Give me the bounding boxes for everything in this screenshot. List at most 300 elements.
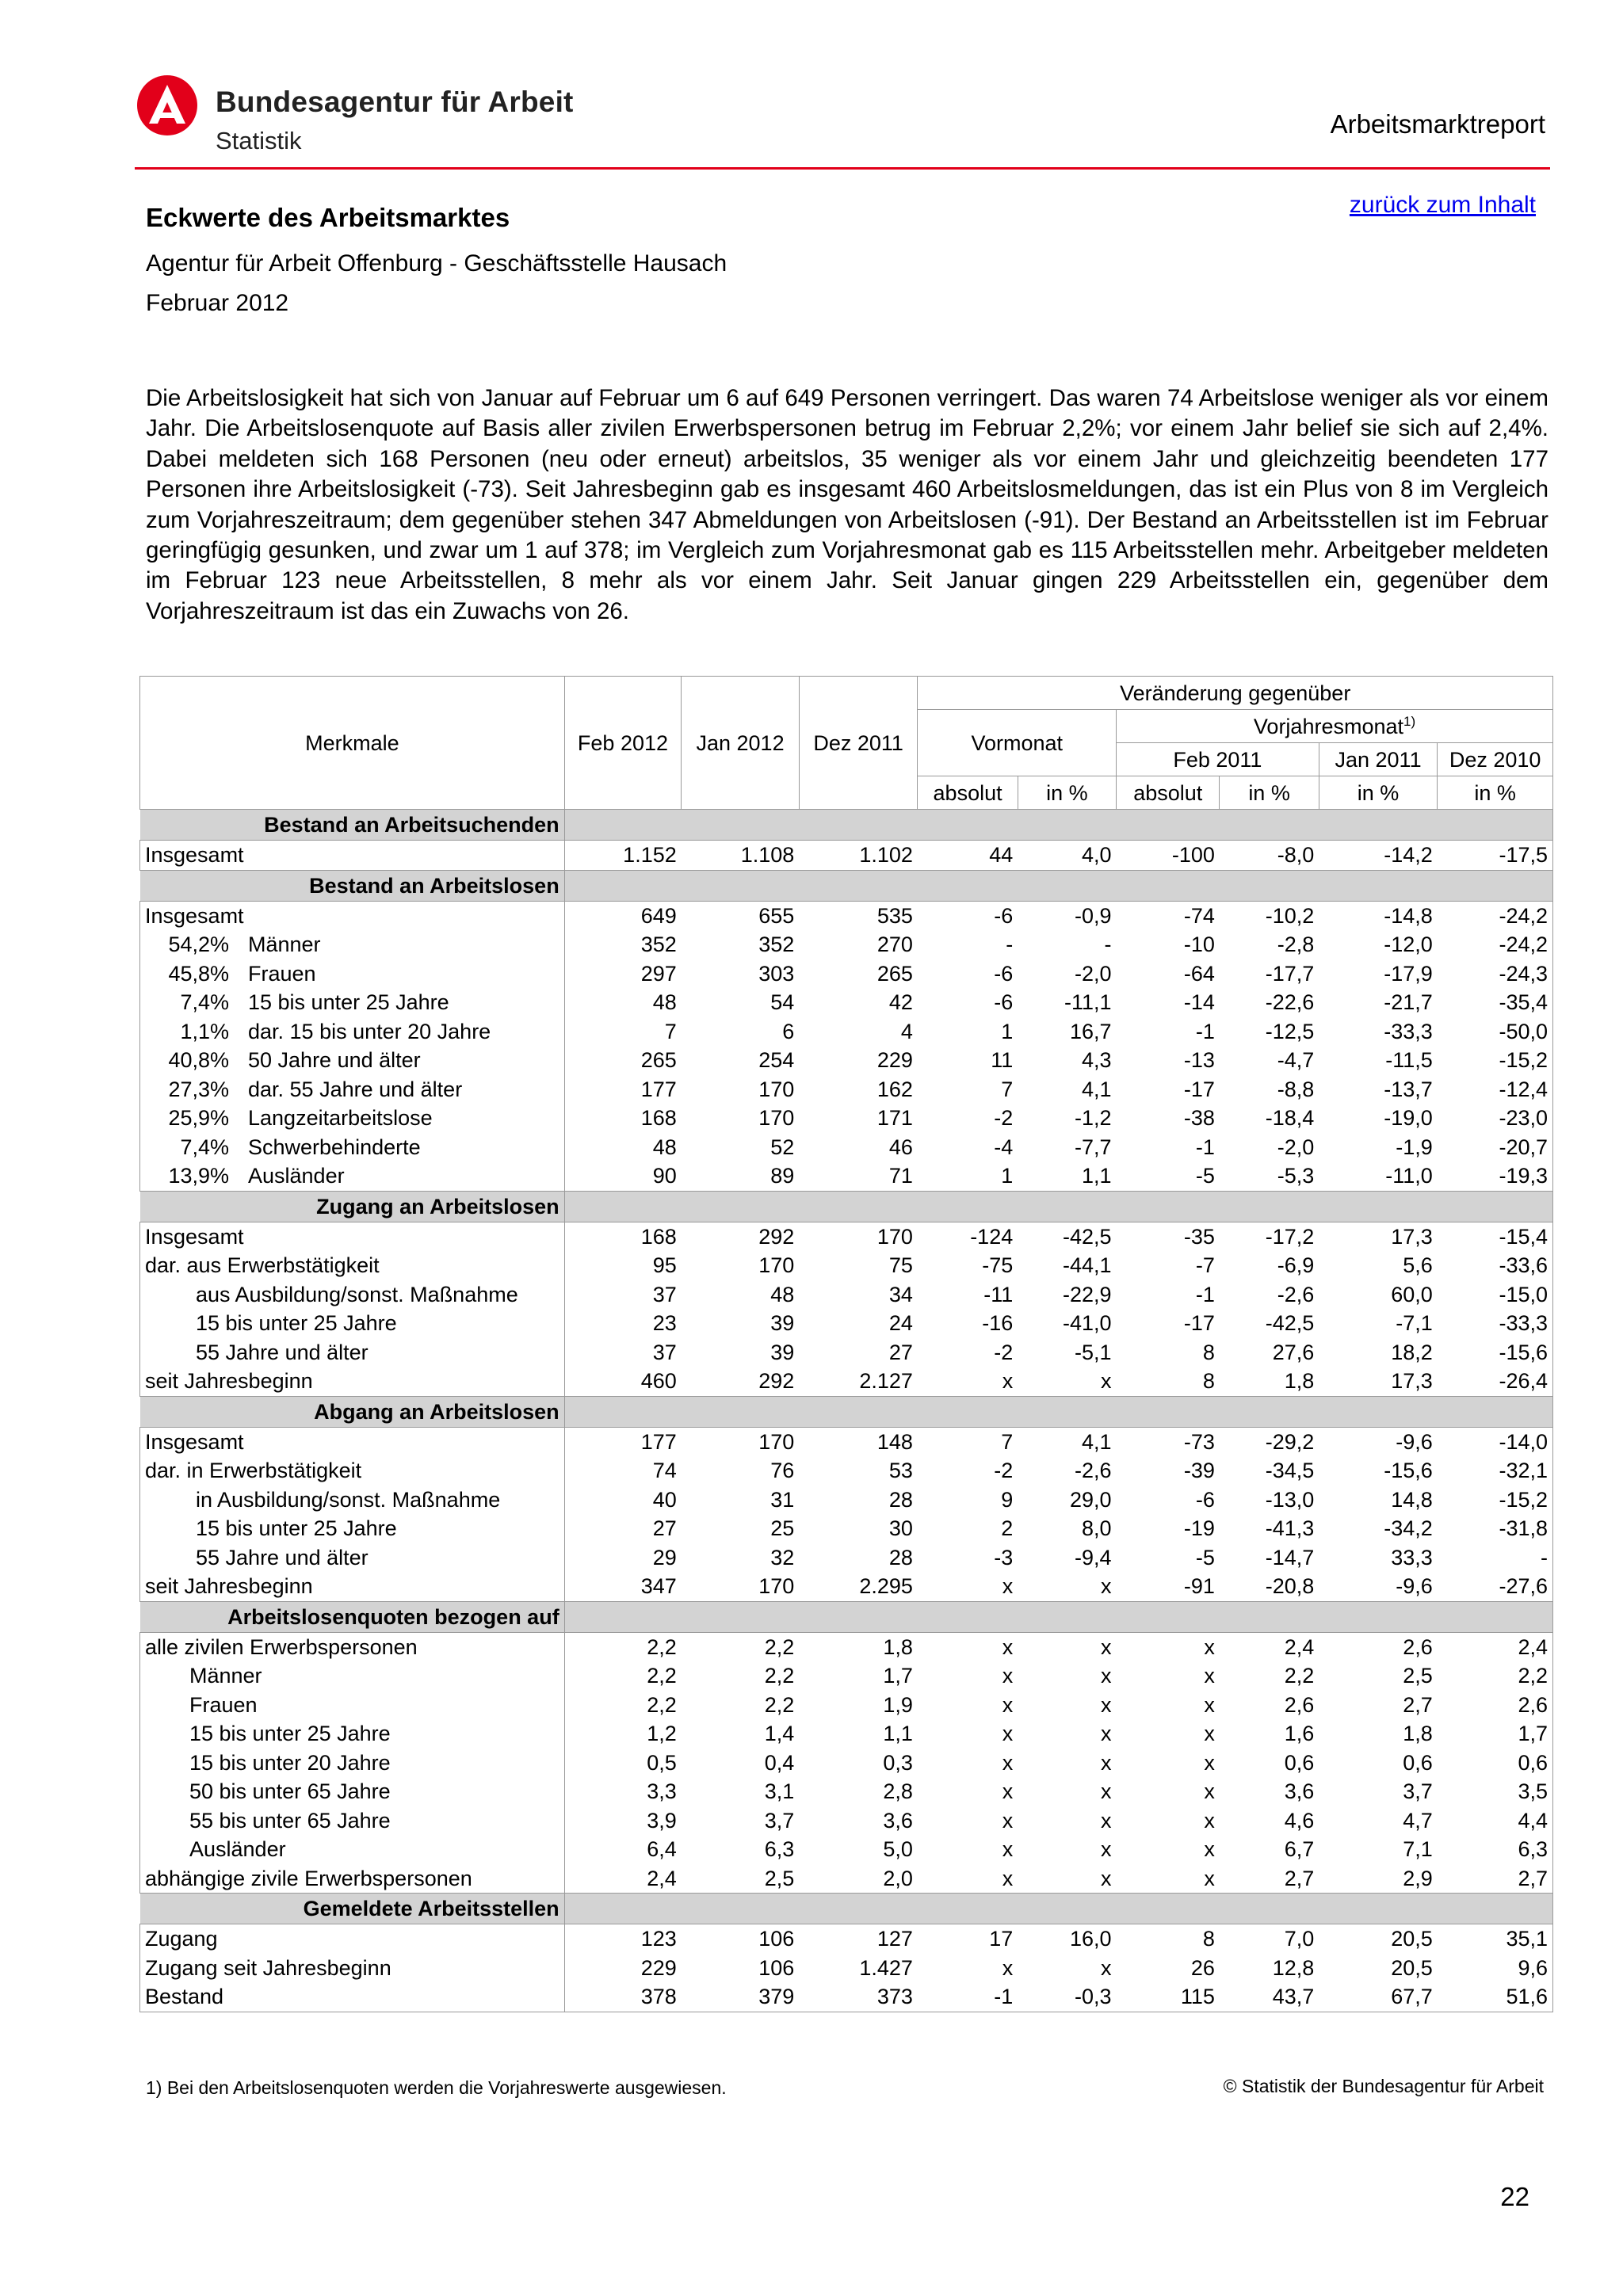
table-cell: 303 (758, 961, 795, 986)
table-cell: 2,2 (647, 1692, 677, 1717)
header-vormonat: Vormonat (918, 710, 1117, 776)
table-cell: 34 (888, 1282, 913, 1306)
row-label (140, 1777, 565, 1806)
table-row (140, 1133, 1553, 1162)
table-cell: 52 (770, 1135, 795, 1159)
table-cell: -2,8 (1277, 933, 1315, 957)
row-label-text: dar. 15 bis unter 20 Jahre (248, 1019, 491, 1043)
table-cell: 17,3 (1391, 1369, 1433, 1394)
table-cell: 48 (770, 1282, 795, 1306)
section-title: Bestand an Arbeitslosen (140, 870, 565, 901)
table-row (140, 1661, 1553, 1691)
table-cell: -24,2 (1438, 930, 1553, 959)
table-cell: 29 (652, 1545, 677, 1569)
table-cell: 2,7 (1403, 1692, 1433, 1717)
table-cell: -1,2 (1075, 1106, 1112, 1131)
table-cell: -33,6 (1438, 1251, 1553, 1280)
table-cell: x (1204, 1750, 1215, 1775)
section-title: Bestand an Arbeitsuchenden (140, 810, 565, 841)
table-cell: 1,7 (1438, 1719, 1553, 1749)
header-pct-feb-2011: in % (1220, 776, 1319, 810)
table-cell: -9,6 (1396, 1429, 1433, 1454)
table-cell: -11,5 (1385, 1048, 1433, 1073)
table-row (140, 1719, 1553, 1749)
table-cell: 2 (1001, 1516, 1014, 1541)
table-cell: x (1101, 1634, 1112, 1659)
table-cell: 352 (640, 933, 677, 957)
table-cell: 6,7 (1284, 1837, 1315, 1862)
table-cell: -2 (994, 1459, 1014, 1483)
table-cell: -17,9 (1384, 961, 1433, 986)
table-cell: x (1101, 1866, 1112, 1890)
table-cell: -3 (994, 1545, 1014, 1569)
table-cell: x (1101, 1750, 1112, 1775)
row-share: 7,4% (180, 990, 229, 1015)
table-cell: 170 (758, 1574, 795, 1599)
table-cell: -21,7 (1384, 990, 1433, 1015)
table-cell: 4,6 (1284, 1808, 1315, 1833)
table-cell: 90 (652, 1164, 677, 1188)
table-cell: 6 (782, 1019, 795, 1043)
row-label (140, 1075, 565, 1104)
table-row (140, 1632, 1553, 1661)
table-row (140, 1864, 1553, 1894)
table-row (140, 1954, 1553, 1983)
table-cell: 9,6 (1438, 1954, 1553, 1983)
table-cell: -14,2 (1384, 843, 1433, 868)
table-cell: 1,1 (883, 1722, 913, 1746)
table-cell: 35,1 (1438, 1924, 1553, 1954)
section-fill (564, 810, 1552, 841)
table-cell: 8 (1202, 1340, 1215, 1364)
row-label (140, 1046, 565, 1075)
table-cell: 148 (876, 1429, 913, 1454)
table-cell: x (1204, 1664, 1215, 1688)
table-cell: 6,4 (647, 1837, 677, 1862)
table-cell: 379 (682, 1982, 800, 2012)
row-label (140, 1806, 565, 1836)
row-label-text: 15 bis unter 25 Jahre (248, 990, 449, 1015)
table-cell: 2,4 (647, 1866, 677, 1890)
table-cell: x (1002, 1692, 1014, 1717)
table-cell: -11,1 (1064, 990, 1112, 1015)
header-merkmale: Merkmale (140, 677, 565, 810)
table-cell: 1.108 (740, 843, 795, 868)
table-cell: -13,7 (1384, 1077, 1433, 1101)
table-cell: x (1101, 1955, 1112, 1980)
section-title: Abgang an Arbeitslosen (140, 1396, 565, 1427)
row-label (140, 1427, 565, 1456)
table-cell: 2,9 (1403, 1866, 1433, 1890)
header-dez-2011: Dez 2011 (799, 677, 918, 810)
table-row (140, 1338, 1553, 1367)
table-cell: -6 (994, 990, 1014, 1015)
table-cell: 292 (758, 1224, 795, 1249)
table-cell: 71 (888, 1164, 913, 1188)
table-cell: 535 (876, 903, 913, 928)
row-share: 27,3% (168, 1077, 229, 1101)
table-cell: 7 (664, 1019, 677, 1043)
table-header (140, 677, 1553, 810)
section-header (140, 1601, 1553, 1632)
table-cell: -38 (1183, 1106, 1215, 1131)
table-cell: -20,8 (1265, 1574, 1315, 1599)
page-number: 22 (1500, 2182, 1529, 2211)
row-label-text: alle zivilen Erwerbspersonen (145, 1634, 418, 1659)
section-header (140, 870, 1553, 901)
table-cell: 229 (876, 1048, 913, 1073)
table-cell: -35 (1183, 1224, 1215, 1249)
table-cell: 460 (640, 1369, 677, 1394)
table-cell: -22,9 (1063, 1282, 1112, 1306)
table-row (140, 1572, 1553, 1601)
table-cell: 177 (640, 1429, 677, 1454)
table-cell: -1 (1195, 1135, 1215, 1159)
table-row (140, 1104, 1553, 1133)
table-row (140, 1309, 1553, 1338)
table-cell: -14,0 (1438, 1427, 1553, 1456)
table-cell: 2,5 (1403, 1664, 1433, 1688)
row-label (140, 1543, 565, 1573)
table-cell: 265 (640, 1048, 677, 1073)
table-cell: 229 (640, 1955, 677, 1980)
table-cell: 7 (1001, 1429, 1014, 1454)
section-fill (564, 870, 1552, 901)
row-label-text: 55 bis unter 65 Jahre (189, 1808, 391, 1833)
header-pct-vormonat: in % (1018, 776, 1116, 810)
table-cell: -17,2 (1265, 1224, 1315, 1249)
table-cell: 106 (758, 1927, 795, 1951)
table-body (140, 810, 1553, 2012)
table-cell: 24 (888, 1311, 913, 1336)
table-cell: 1,8 (1284, 1369, 1315, 1394)
table-cell: -22,6 (1265, 990, 1315, 1015)
table-cell: 46 (888, 1135, 913, 1159)
table-cell: 1,8 (883, 1634, 913, 1659)
copyright: © Statistik der Bundesagentur für Arbeit (1223, 2076, 1544, 2096)
table-cell: -8,0 (1277, 843, 1315, 868)
row-label (140, 1338, 565, 1367)
row-label (140, 959, 565, 989)
table-cell: 4,3 (1082, 1048, 1112, 1073)
table-cell: 170 (876, 1224, 913, 1249)
header-vorjahresmonat (1117, 710, 1553, 743)
header-divider (135, 167, 1550, 170)
row-label (140, 988, 565, 1017)
section-header (140, 1396, 1553, 1427)
table-cell: 95 (652, 1253, 677, 1278)
table-cell: 0,5 (647, 1750, 677, 1775)
table-cell: 2,7 (1438, 1864, 1553, 1894)
header-vorjahresmonat-label: Vorjahresmonat (1253, 714, 1404, 738)
row-label-text: 55 Jahre und älter (196, 1340, 369, 1364)
table-cell: 4 (900, 1019, 913, 1043)
row-label (140, 1133, 565, 1162)
table-cell: 1.427 (859, 1955, 913, 1980)
table-row (140, 1514, 1553, 1543)
table-cell: -41,0 (1063, 1311, 1112, 1336)
table-cell: 7,1 (1403, 1837, 1433, 1862)
table-row (140, 1486, 1553, 1515)
table-cell: -5 (1195, 1164, 1215, 1188)
table-cell: -12,5 (1265, 1019, 1315, 1043)
table-cell: -17 (1183, 1311, 1215, 1336)
table-cell: -10,2 (1265, 903, 1315, 928)
table-cell: -15,4 (1438, 1222, 1553, 1251)
report-title: Arbeitsmarktreport (1330, 109, 1545, 139)
table-cell: 74 (652, 1459, 677, 1483)
row-label (140, 1661, 565, 1691)
key-figures-table-wrapper (139, 676, 1553, 2012)
table-cell: x (1002, 1369, 1014, 1394)
row-label-text: Insgesamt (145, 1429, 244, 1454)
table-cell: -19 (1183, 1516, 1215, 1541)
table-cell: x (1204, 1634, 1215, 1659)
table-cell: 270 (876, 933, 913, 957)
table-cell: x (1002, 1779, 1014, 1804)
table-row (140, 959, 1553, 989)
table-cell: 75 (888, 1253, 913, 1278)
table-cell: 3,1 (764, 1779, 795, 1804)
table-cell: -6 (1195, 1487, 1215, 1512)
table-cell: -15,0 (1438, 1280, 1553, 1310)
table-cell: -5,1 (1075, 1340, 1112, 1364)
table-cell: 4,4 (1438, 1806, 1553, 1836)
table-cell: 7,0 (1284, 1927, 1315, 1951)
table-cell: 42 (888, 990, 913, 1015)
table-cell: -4 (994, 1135, 1014, 1159)
table-cell: -1,9 (1396, 1135, 1433, 1159)
table-cell: 31 (770, 1487, 795, 1512)
table-row (140, 1543, 1553, 1573)
table-cell: -24,3 (1438, 959, 1553, 989)
table-cell: x (1002, 1722, 1014, 1746)
table-cell: -11,0 (1385, 1164, 1433, 1188)
table-cell: 27 (888, 1340, 913, 1364)
table-cell: -23,0 (1438, 1104, 1553, 1133)
table-cell: -17,5 (1438, 841, 1553, 871)
table-cell: - (1438, 1543, 1553, 1573)
table-cell: 8 (1202, 1369, 1215, 1394)
table-cell: 3,7 (764, 1808, 795, 1833)
table-cell: -32,1 (1438, 1456, 1553, 1486)
table-cell: x (1204, 1808, 1215, 1833)
row-label-text: Bestand (145, 1985, 224, 2009)
table-row (140, 1982, 1553, 2012)
table-cell: 4,1 (1082, 1429, 1112, 1454)
table-cell: -11 (983, 1282, 1014, 1306)
table-cell: 4,1 (1082, 1077, 1112, 1101)
table-cell: -33,3 (1438, 1309, 1553, 1338)
table-cell: 1,7 (883, 1664, 913, 1688)
table-cell: -15,2 (1438, 1046, 1553, 1075)
table-cell: 1,2 (647, 1722, 677, 1746)
table-row (140, 1749, 1553, 1778)
table-cell: 89 (770, 1164, 795, 1188)
table-cell: -2 (994, 1106, 1014, 1131)
header-pct-jan-2011: in % (1319, 776, 1438, 810)
table-cell: 254 (758, 1048, 795, 1073)
table-cell: 1,4 (764, 1722, 795, 1746)
intro-paragraph: Die Arbeitslosigkeit hat sich von Januar auf Februar um 6 auf 649 Personen verringert. Das waren 74 Arbeitslose weniger als vor einem Jahr. Die Arbeitslosenquote auf Basis aller zivilen Erwerbspersonen betrug im Februar 2,2%; vor einem Jahr belief sie sich auf 2,4%. Dabei meldeten sich 168 Personen (neu oder erneut) arbeitslos, 35 weniger als vor einem Jahr und gleichzeitig beendeten 177 Personen ihre Arbeitslosigkeit (-73). Seit Jahresbeginn gab es insgesamt 460 Arbeitslosmeldungen, das ist ein Plus von 8 im Vergleich zum Vorjahreszeitraum; dem gegenüber stehen 347 Abmeldungen von Arbeitslosen (-91). Der Bestand an Arbeitsstellen ist im Februar geringfügig gesunken, und zwar um 1 auf 378; im Vergleich zum Vorjahresmonat gab es 115 Arbeitsstellen mehr. Arbeitgeber meldeten im Februar 123 neue Arbeitsstellen, 8 mehr als vor einem Jahr. Seit Januar gingen 229 Arbeitsstellen ein, gegenüber dem Vorjahreszeitraum ist das ein Zuwachs von 26. (146, 385, 1549, 624)
table-cell: -5,3 (1277, 1164, 1315, 1188)
table-cell: 373 (799, 1982, 918, 2012)
table-cell: 37 (652, 1282, 677, 1306)
table-cell: -34,5 (1265, 1459, 1315, 1483)
table-cell: -19,3 (1438, 1161, 1553, 1191)
table-cell: -6 (994, 903, 1014, 928)
table-cell: -41,3 (1265, 1516, 1315, 1541)
row-label-text: Insgesamt (145, 1224, 244, 1249)
row-label (140, 1719, 565, 1749)
table-cell: 7 (1001, 1077, 1014, 1101)
table-cell: 60,0 (1391, 1282, 1433, 1306)
table-cell: 297 (640, 961, 677, 986)
section-header (140, 810, 1553, 841)
row-label-text: 50 bis unter 65 Jahre (189, 1779, 391, 1804)
table-cell: 127 (876, 1927, 913, 1951)
row-label-text: 55 Jahre und älter (196, 1545, 369, 1569)
table-cell: 0,6 (1438, 1749, 1553, 1778)
table-cell: 16,7 (1069, 1019, 1112, 1043)
table-cell: 1.152 (623, 843, 677, 868)
table-cell: -13 (1183, 1048, 1215, 1073)
row-label (140, 930, 565, 959)
row-label (140, 1017, 565, 1047)
table-cell: 3,6 (1284, 1779, 1315, 1804)
footnote: 1) Bei den Arbeitslosenquoten werden die Vorjahreswerte ausgewiesen. (146, 2077, 727, 2098)
table-cell: 106 (758, 1955, 795, 1980)
table-cell: x (1101, 1664, 1112, 1688)
table-row (140, 1280, 1553, 1310)
table-cell: 2,2 (1284, 1664, 1315, 1688)
row-label-text: aus Ausbildung/sonst. Maßnahme (196, 1282, 518, 1306)
table-cell: 3,5 (1438, 1777, 1553, 1806)
row-label (140, 1749, 565, 1778)
table-cell: -9,4 (1075, 1545, 1112, 1569)
table-cell: -9,6 (1396, 1574, 1433, 1599)
table-cell: -35,4 (1438, 988, 1553, 1017)
row-label (140, 1222, 565, 1251)
table-cell: x (1002, 1664, 1014, 1688)
table-cell: -34,2 (1384, 1516, 1433, 1541)
table-cell: -10 (1183, 933, 1215, 957)
header-absolut-vorjahr: absolut (1117, 776, 1220, 810)
table-cell: -14 (1183, 990, 1215, 1015)
table-cell: 16,0 (1069, 1927, 1112, 1951)
table-row (140, 1806, 1553, 1836)
table-cell: 20,5 (1391, 1927, 1433, 1951)
row-label (140, 1251, 565, 1280)
table-cell: 11 (991, 1048, 1014, 1073)
table-cell: -12,0 (1384, 933, 1433, 957)
row-label-text: abhängige zivile Erwerbspersonen (145, 1866, 472, 1890)
table-cell: -0,3 (1018, 1982, 1116, 2012)
row-share: 25,9% (168, 1106, 229, 1131)
table-cell: 3,3 (647, 1779, 677, 1804)
table-cell: 5,6 (1403, 1253, 1433, 1278)
table-cell: 48 (652, 990, 677, 1015)
table-cell: 2,2 (764, 1664, 795, 1688)
table-row (140, 1222, 1553, 1251)
row-label-text: Ausländer (189, 1837, 286, 1862)
table-cell: -2,0 (1277, 1135, 1315, 1159)
table-cell: 2.127 (859, 1369, 913, 1394)
table-cell: 1,1 (1082, 1164, 1112, 1188)
row-label (140, 1924, 565, 1954)
row-label-text: seit Jahresbeginn (145, 1369, 313, 1394)
row-share: 7,4% (180, 1135, 229, 1159)
table-cell: 170 (758, 1253, 795, 1278)
section-title: Gemeldete Arbeitsstellen (140, 1894, 565, 1924)
table-cell: -2,6 (1075, 1459, 1112, 1483)
header-jan-2012: Jan 2012 (682, 677, 800, 810)
table-cell: - (1104, 933, 1112, 957)
table-cell: -5 (1195, 1545, 1215, 1569)
table-row (140, 1456, 1553, 1486)
row-label (140, 1835, 565, 1864)
table-cell: 2,2 (1438, 1661, 1553, 1691)
row-label (140, 1104, 565, 1133)
table-row (140, 1835, 1553, 1864)
table-cell: 67,7 (1319, 1982, 1438, 2012)
row-label-text: dar. aus Erwerbstätigkeit (145, 1253, 380, 1278)
table-cell: -31,8 (1438, 1514, 1553, 1543)
table-cell: 33,3 (1391, 1545, 1433, 1569)
table-cell: 37 (652, 1340, 677, 1364)
section-title: Arbeitslosenquoten bezogen auf (140, 1601, 565, 1632)
table-cell: 17 (989, 1927, 1014, 1951)
row-label-text: Ausländer (248, 1164, 345, 1188)
table-cell: 1,6 (1284, 1722, 1315, 1746)
table-cell: 655 (758, 903, 795, 928)
table-cell: 2,2 (764, 1692, 795, 1717)
table-cell: x (1002, 1837, 1014, 1862)
document-subtitle: Agentur für Arbeit Offenburg - Geschäftsstelle Hausach (146, 250, 727, 277)
row-label-text: Zugang (145, 1927, 218, 1951)
row-label-text: 15 bis unter 25 Jahre (196, 1311, 397, 1336)
table-cell: 3,7 (1403, 1779, 1433, 1804)
table-cell: -4,7 (1277, 1048, 1315, 1073)
table-cell: -39 (1183, 1459, 1215, 1483)
table-cell: 26 (1190, 1955, 1215, 1980)
table-cell: 2,7 (1284, 1866, 1315, 1890)
table-cell: -2,6 (1277, 1282, 1315, 1306)
table-cell: 168 (640, 1224, 677, 1249)
table-cell: -33,3 (1384, 1019, 1433, 1043)
row-label-text: Schwerbehinderte (248, 1135, 421, 1159)
table-cell: -2 (994, 1340, 1014, 1364)
table-cell: -17 (1183, 1077, 1215, 1101)
row-label-text: Insgesamt (145, 843, 244, 868)
table-cell: 12,8 (1272, 1955, 1315, 1980)
table-cell: -29,2 (1265, 1429, 1315, 1454)
table-cell: -1 (1195, 1019, 1215, 1043)
table-cell: -75 (982, 1253, 1014, 1278)
table-cell: 8,0 (1082, 1516, 1112, 1541)
back-to-contents-link[interactable]: zurück zum Inhalt (1349, 192, 1536, 218)
table-cell: 2,4 (1438, 1632, 1553, 1661)
row-label (140, 901, 565, 930)
row-label-text: Insgesamt (145, 903, 244, 928)
table-cell: 23 (652, 1311, 677, 1336)
table-cell: -19,0 (1384, 1106, 1433, 1131)
row-label (140, 1486, 565, 1515)
table-cell: - (1006, 933, 1014, 957)
table-cell: 51,6 (1438, 1982, 1553, 2012)
header-feb-2011: Feb 2011 (1117, 743, 1319, 776)
table-cell: x (1101, 1837, 1112, 1862)
